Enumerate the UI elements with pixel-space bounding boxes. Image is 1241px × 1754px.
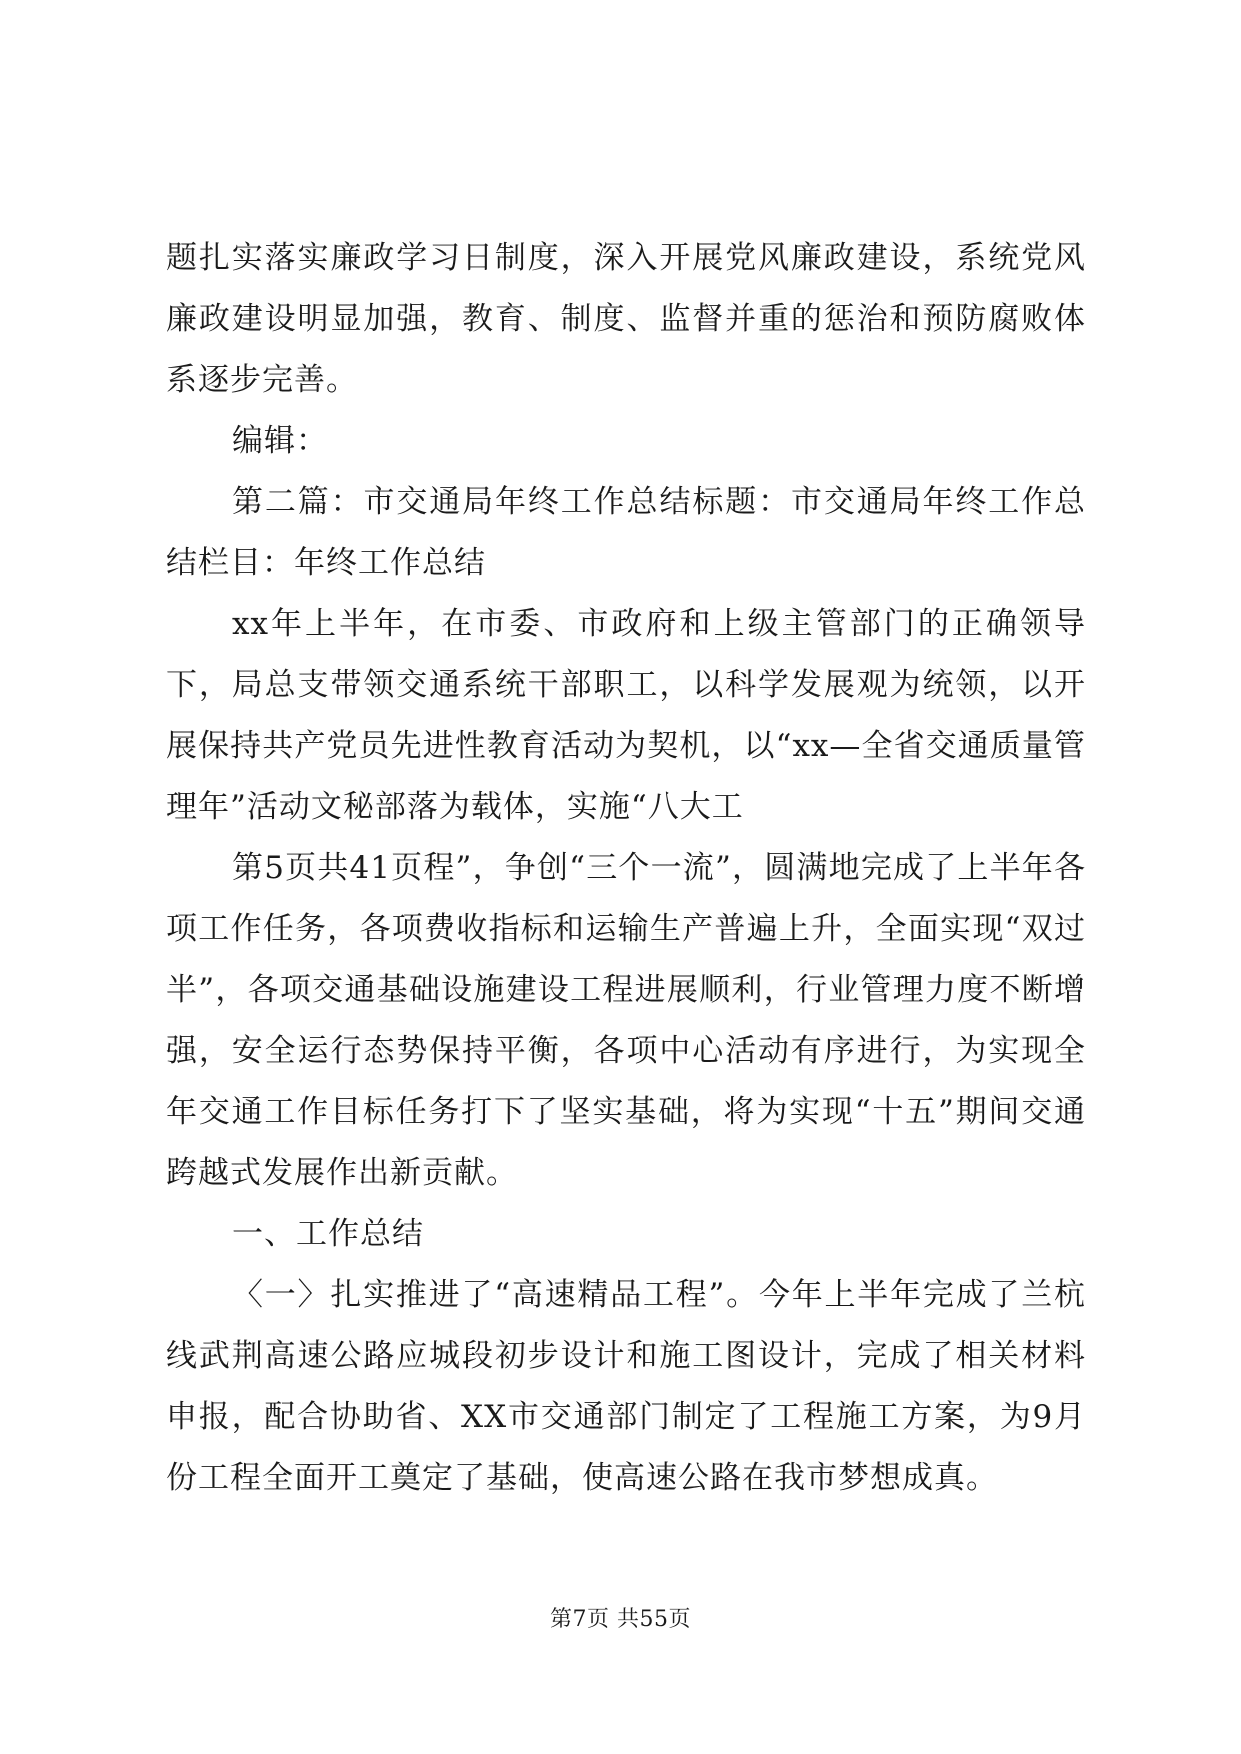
section-heading-work-summary: 一、工作总结 bbox=[232, 1216, 424, 1252]
paragraph-article-heading: 第二篇：市交通局年终工作总结标题：市交通局年终工作总结栏目：年终工作总结 bbox=[166, 484, 1086, 581]
paragraph-highway-project: 〈一〉扎实推进了“高速精品工程”。今年上半年完成了兰杭线武荆高速公路应城段初步设计和施工图设计，完成了相关材料申报，配合协助省、XX市交通部门制定了工程施工方案，为9月份工程全面开工奠定了基础，使高速公路在我市梦想成真。 bbox=[166, 1277, 1086, 1496]
paragraph-intro: xx年上半年，在市委、市政府和上级主管部门的正确领导下，局总支带领交通系统干部职工，以科学发展观为统领，以开展保持共产党员先进性教育活动为契机，以“xx—全省交通质量管理年”活动文秘部落为载体，实施“八大工 bbox=[166, 606, 1086, 825]
paragraph-achievements: 第5页共41页程”，争创“三个一流”，圆满地完成了上半年各项工作任务，各项费收指标和运输生产普遍上升，全面实现“双过半”，各项交通基础设施建设工程进展顺利，行业管理力度不断增强，安全运行态势保持平衡，各项中心活动有序进行，为实现全年交通工作目标任务打下了坚实基础，将为实现“十五”期间交通跨越式发展作出新贡献。 bbox=[166, 850, 1086, 1191]
page-number-footer: 第7页 共55页 bbox=[550, 1607, 691, 1632]
paragraph-editor: 编辑： bbox=[232, 423, 328, 459]
paragraph-continuation: 题扎实落实廉政学习日制度，深入开展党风廉政建设，系统党风廉政建设明显加强，教育、制度、监督并重的惩治和预防腐败体系逐步完善。 bbox=[166, 240, 1086, 398]
document-body bbox=[166, 228, 1086, 1509]
